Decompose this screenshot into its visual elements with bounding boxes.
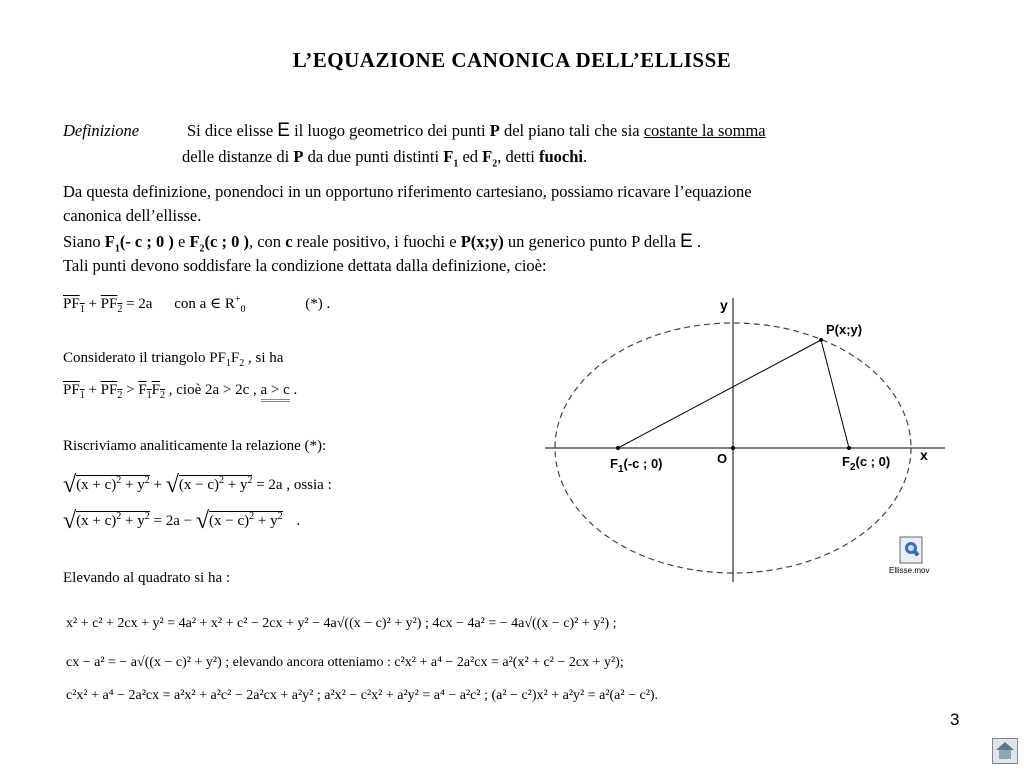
- x-axis-label: x: [920, 447, 928, 463]
- rewrite-text: Riscriviamo analiticamente la relazione (*):: [63, 438, 327, 454]
- ellipse-symbol: E: [277, 120, 290, 141]
- page-number: 3: [950, 710, 960, 729]
- origin-point: [731, 446, 735, 450]
- result-a-gt-c: a > c: [261, 382, 290, 402]
- y-axis-label: y: [720, 297, 728, 313]
- f1-label: $F_1(-c$ ; 0): [610, 456, 663, 475]
- movie-file-label[interactable]: Ellisse.mov: [889, 566, 930, 575]
- focus-f1-point: [616, 446, 620, 450]
- intro-line-1: Da questa definizione, ponendoci in un opportuno riferimento cartesiano, possiamo ricavare l’equazione: [63, 182, 752, 201]
- triangle-text: Considerato il triangolo $PF_1F_2$ , si ha: [63, 350, 284, 369]
- sqrt-equation-2: $√(x + c)^2 + y^2 = 2a - √(x - c)^2 + y^2$ .: [63, 508, 301, 534]
- page-title: L’EQUAZIONE CANONICA DELL’ELLISSE: [292, 48, 732, 72]
- equation-line-1: x² + c² + 2cx + y² = 4a² + x² + c² − 2cx + y² − 4a√((x − c)² + y²) ; 4cx − 4a² = − 4a√((x − c)² + y²) ;: [66, 616, 617, 631]
- definition-line-2: delle distanze di P da due punti distinti $F_1$ ed $F_2$, detti fuochi.: [182, 147, 588, 170]
- f2-label: $F_2(c$ ; 0): [842, 454, 891, 473]
- triangle-inequality: $PF_1 + PF_2 > F_1F_2$ , cioè 2a > 2c , a > c .: [63, 382, 298, 401]
- point-p: [819, 338, 823, 342]
- condition-equation: $PF_1 + PF_2 = 2a$ con a ∈ $R^+_0$ (*) .: [63, 294, 331, 315]
- elevando-text: Elevando al quadrato si ha :: [63, 570, 231, 586]
- movie-file-icon[interactable]: [896, 535, 926, 565]
- home-nav-icon[interactable]: [992, 738, 1018, 764]
- focus-f2-point: [847, 446, 851, 450]
- intro-line-4: Tali punti devono soddisfare la condizione dettata dalla definizione, cioè:: [63, 256, 547, 275]
- pf1-segment: [618, 340, 821, 448]
- equation-line-3: c²x² + a⁴ − 2a²cx = a²x² + a²c² − 2a²cx + a²y² ; a²x² − c²x² + a²y² = a⁴ − a²c² ; (a² − c²)x² + a²y² = a²(a² − c²).: [66, 688, 659, 703]
- definition-label: Definizione: [63, 121, 140, 140]
- pf2-segment: [821, 340, 849, 448]
- sqrt-equation-1: $√(x + c)^2 + y^2 + √(x - c)^2 + y^2 = 2a$ , ossia :: [63, 472, 332, 498]
- equation-line-2: cx − a² = − a√((x − c)² + y²) ; elevando ancora otteniamo : c²x² + a⁴ − 2a²cx = a²(x² + c² − 2cx + y²);: [66, 655, 624, 670]
- intro-line-2: canonica dell’ellisse.: [63, 206, 202, 225]
- ellipse-diagram: [540, 290, 950, 590]
- p-label: P(x;y): [826, 322, 863, 337]
- definition-line-1: Si dice elisse E il luogo geometrico dei punti P del piano tali che sia costante la somma: [187, 120, 766, 141]
- intro-line-3: Siano $F_1(-$ c ; 0 ) e $F_2(c$ ; 0 ), con c reale positivo, i fuochi e P(x;y) un generico punto P della E .: [63, 231, 701, 255]
- origin-label: O: [717, 451, 728, 466]
